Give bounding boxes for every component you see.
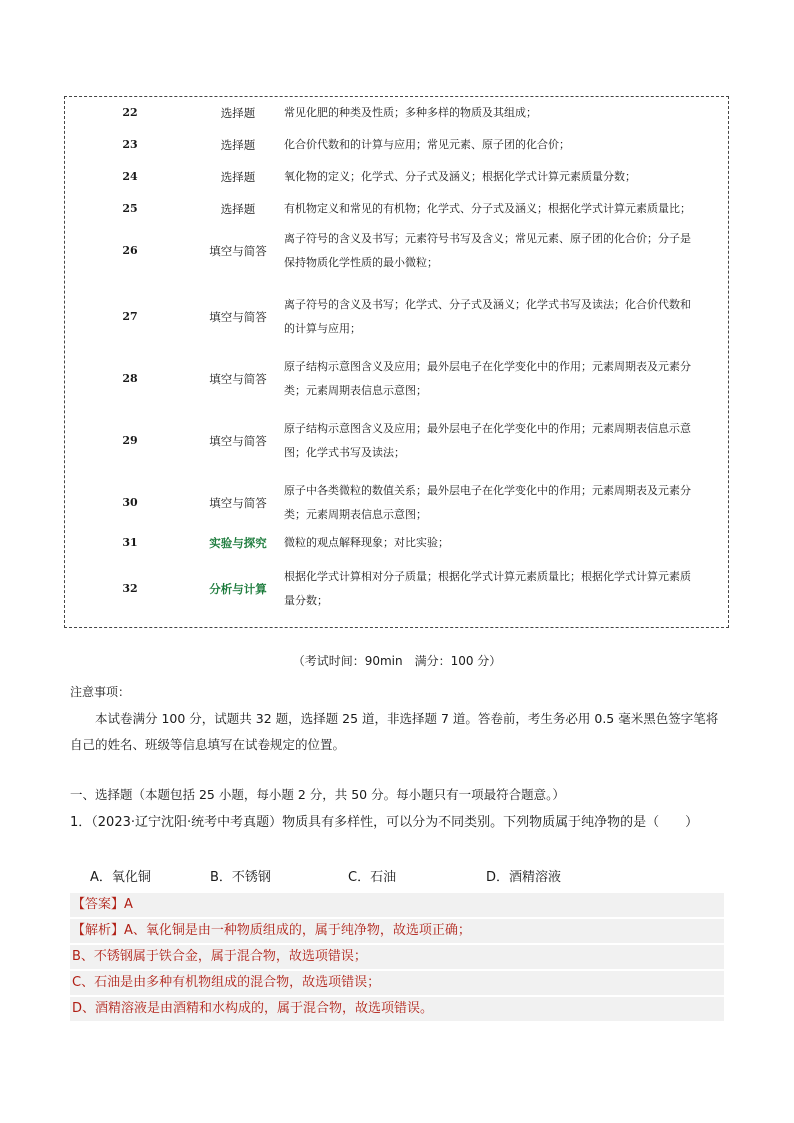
knowledge-line: 原子中各类微粒的数值关系；最外层电子在化学变化中的作用；元素周期表及元素分 [284, 484, 691, 497]
question-type: 实验与探究 [209, 536, 267, 550]
knowledge-points [284, 531, 724, 555]
question-number: 32 [122, 582, 138, 595]
table-row [65, 133, 728, 157]
knowledge-points [284, 565, 724, 613]
knowledge-points [284, 227, 724, 275]
knowledge-line: 根据化学式计算相对分子质量；根据化学式计算元素质量比；根据化学式计算元素质 [284, 570, 691, 583]
question-type: 选择题 [220, 138, 256, 152]
knowledge-line: 离子符号的含义及书写；元素符号书写及含义；常见元素、原子团的化合价；分子是 [284, 232, 691, 245]
question-type: 选择题 [220, 170, 256, 184]
question-type: 填空与简答 [209, 434, 267, 448]
knowledge-line: 有机物定义和常见的有机物；化学式、分子式及涵义；根据化学式计算元素质量比； [284, 202, 691, 215]
knowledge-line: 类；元素周期表信息示意图； [284, 508, 427, 521]
knowledge-line: 常见化肥的种类及性质；多种多样的物质及其组成； [284, 106, 537, 119]
knowledge-table [64, 96, 729, 628]
question-number: 28 [122, 372, 138, 385]
question-number: 29 [122, 434, 138, 447]
table-row [65, 101, 728, 125]
knowledge-points [284, 293, 724, 341]
knowledge-line: 微粒的观点解释现象；对比实验； [284, 536, 449, 549]
knowledge-line: 类；元素周期表信息示意图； [284, 384, 427, 397]
table-row [65, 355, 728, 403]
analysis-line: B、不锈钢属于铁合金，属于混合物，故选项错误； [70, 945, 724, 969]
analysis-line: D、酒精溶液是由酒精和水构成的，属于混合物，故选项错误。 [70, 997, 724, 1021]
knowledge-points [284, 417, 724, 465]
knowledge-line: 离子符号的含义及书写；化学式、分子式及涵义；化学式书写及读法；化合价代数和 [284, 298, 691, 311]
knowledge-line: 量分数； [284, 594, 328, 607]
question-number: 31 [122, 536, 138, 549]
table-row [65, 531, 728, 555]
knowledge-line: 保持物质化学性质的最小微粒； [284, 256, 438, 269]
table-row [65, 479, 728, 527]
knowledge-line: 氧化物的定义；化学式、分子式及涵义；根据化学式计算元素质量分数； [284, 170, 636, 183]
question-number: 22 [122, 106, 138, 119]
notice-body: 本试卷满分 100 分，试题共 32 题，选择题 25 道，非选择题 7 道。答卷前，考生务必用 0.5 毫米黑色签字笔将自己的姓名、班级等信息填写在试卷规定的位置。 [70, 711, 719, 752]
question-type: 填空与简答 [209, 310, 267, 324]
question-number: 30 [122, 496, 138, 509]
option-b[interactable]: B．不锈钢 [210, 870, 271, 885]
option-d[interactable]: D．酒精溶液 [486, 870, 562, 885]
analysis-line: 【解析】A、氧化铜是由一种物质组成的，属于纯净物，故选项正确； [70, 919, 724, 943]
question-type: 选择题 [220, 106, 256, 120]
question-number: 24 [122, 170, 138, 183]
question-type: 选择题 [220, 202, 256, 216]
answer-line: 【答案】A [70, 893, 724, 917]
exam-time: （考试时间：90min 满分：100 分） [292, 654, 502, 668]
question-type: 填空与简答 [209, 372, 267, 386]
knowledge-points [284, 133, 724, 157]
knowledge-line: 图；化学式书写及读法； [284, 446, 405, 459]
question-number: 25 [122, 202, 138, 215]
knowledge-points [284, 479, 724, 527]
answer-explanation [70, 893, 724, 1023]
knowledge-points [284, 165, 724, 189]
knowledge-points [284, 101, 724, 125]
table-row [65, 227, 728, 275]
table-row [65, 197, 728, 221]
question-type: 分析与计算 [209, 582, 267, 596]
table-row [65, 293, 728, 341]
table-row [65, 417, 728, 465]
option-a[interactable]: A．氧化铜 [90, 870, 151, 885]
question-stem: 1．（2023·辽宁沈阳·统考中考真题）物质具有多样性，可以分为不同类别。下列物质属于纯净物的是（ ） [70, 815, 699, 830]
knowledge-points [284, 355, 724, 403]
question-number: 27 [122, 310, 138, 323]
knowledge-line: 化合价代数和的计算与应用；常见元素、原子团的化合价； [284, 138, 570, 151]
notice-title: 注意事项： [70, 685, 131, 699]
question-type: 填空与简答 [209, 244, 267, 258]
table-row [65, 165, 728, 189]
question-type: 填空与简答 [209, 496, 267, 510]
table-row [65, 565, 728, 613]
section-heading: 一、选择题（本题包括 25 小题，每小题 2 分，共 50 分。每小题只有一项最符合题意。） [70, 787, 565, 802]
analysis-line: C、石油是由多种有机物组成的混合物，故选项错误； [70, 971, 724, 995]
question-number: 23 [122, 138, 138, 151]
option-c[interactable]: C．石油 [348, 870, 397, 885]
question-number: 26 [122, 244, 138, 257]
knowledge-points [284, 197, 724, 221]
knowledge-line: 原子结构示意图含义及应用；最外层电子在化学变化中的作用；元素周期表信息示意 [284, 422, 691, 435]
knowledge-line: 原子结构示意图含义及应用；最外层电子在化学变化中的作用；元素周期表及元素分 [284, 360, 691, 373]
knowledge-line: 的计算与应用； [284, 322, 361, 335]
